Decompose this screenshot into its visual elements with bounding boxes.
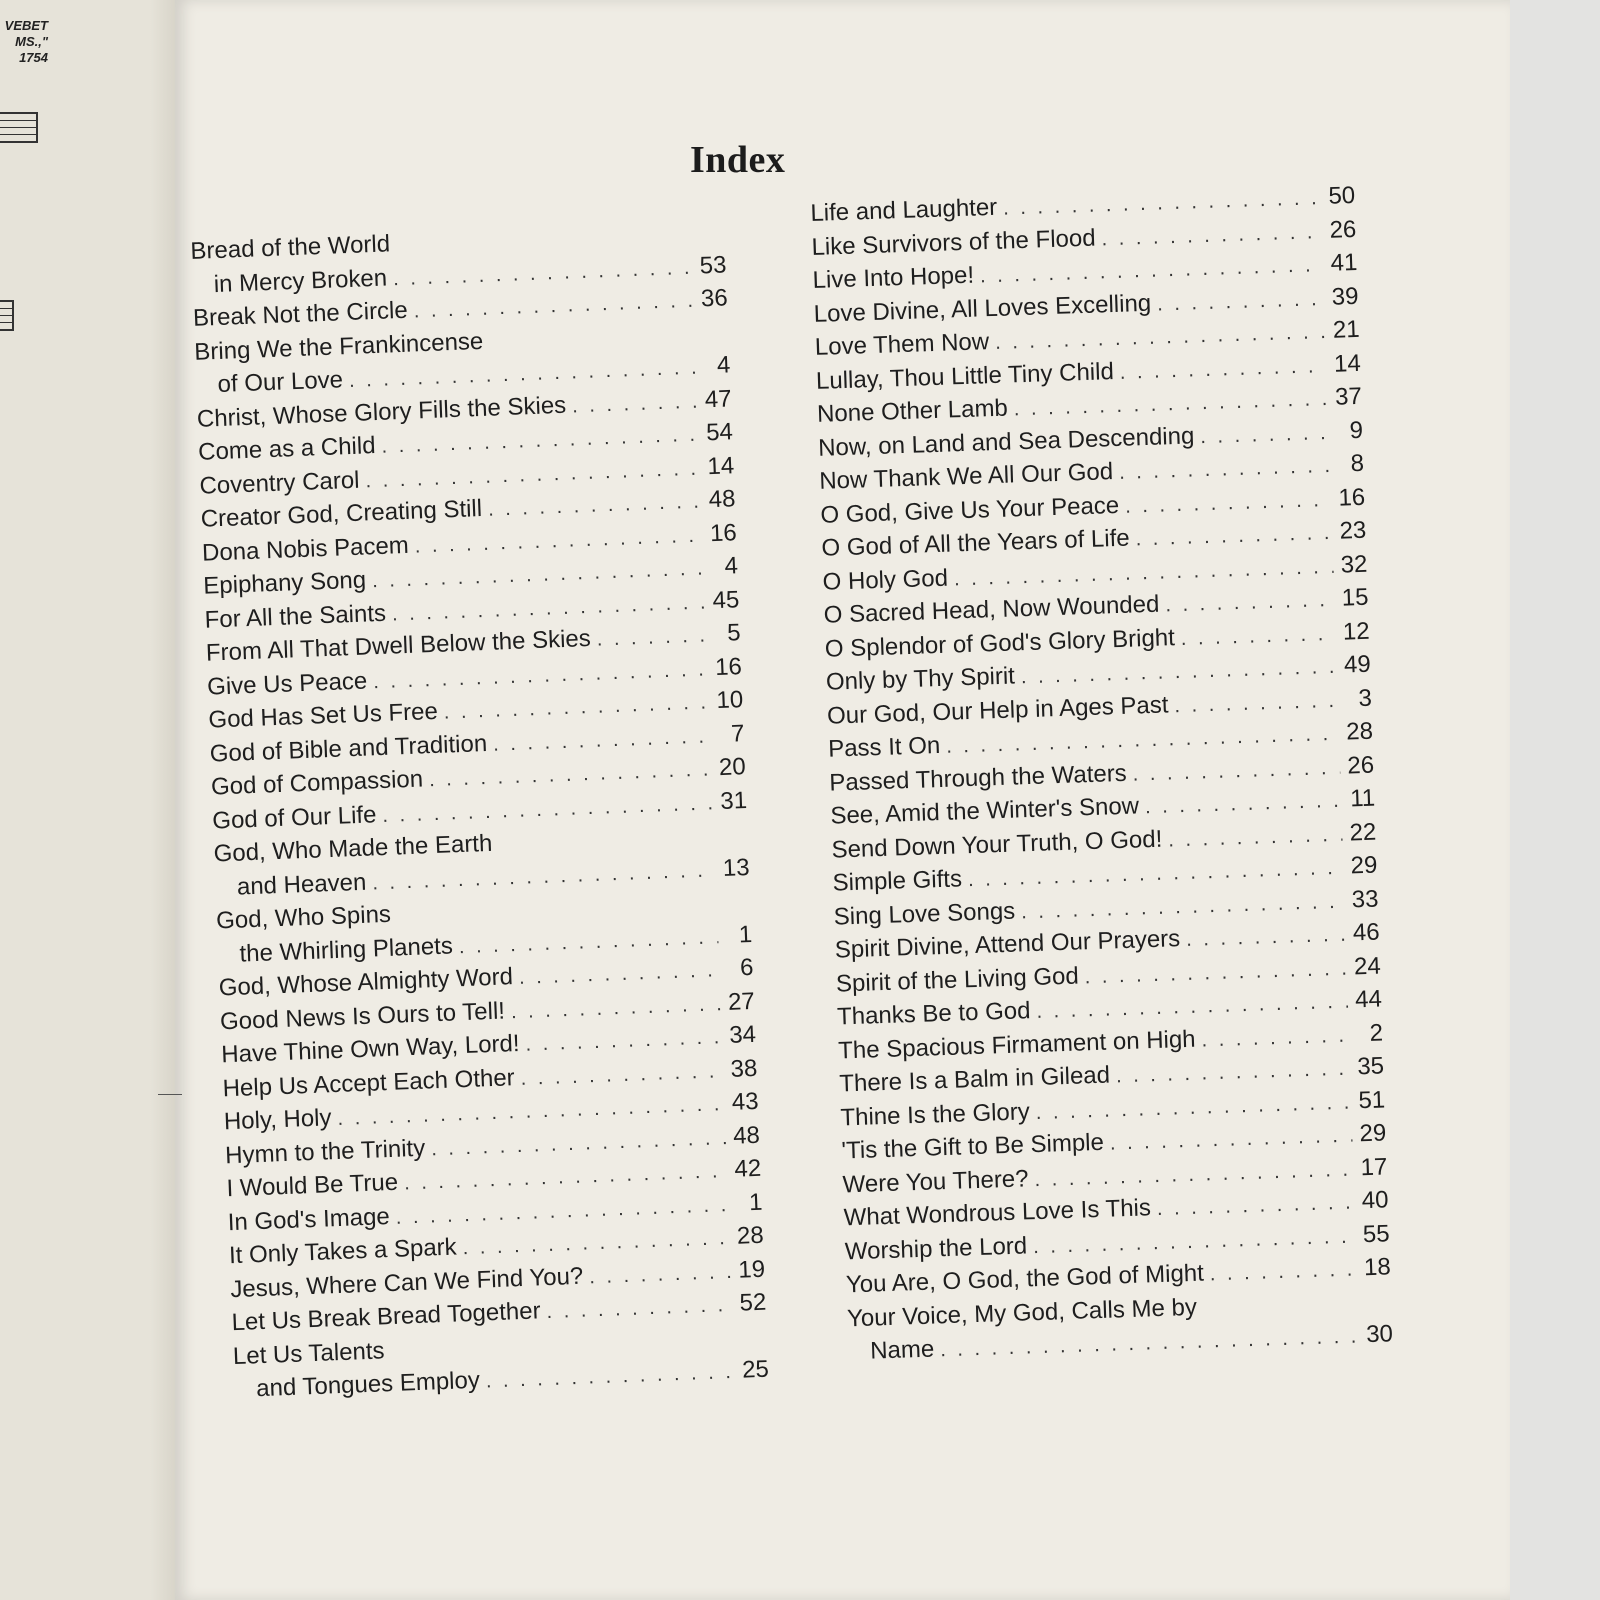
page-number: 14: [706, 451, 735, 480]
page-number: 53: [699, 250, 727, 279]
dot-leader: [488, 491, 702, 522]
hymn-title: in Mercy Broken: [213, 263, 388, 298]
hymn-title: the Whirling Planets: [238, 931, 454, 968]
page-number: 4: [724, 552, 739, 580]
hymn-title: Bread of the World: [190, 230, 391, 265]
page-title: Index: [690, 139, 786, 181]
page-number: 27: [727, 987, 756, 1016]
dot-leader: [429, 758, 713, 792]
dot-leader: [596, 624, 707, 651]
page-number: 11: [1349, 784, 1376, 813]
dot-leader: [1200, 421, 1329, 448]
page-number: 16: [1338, 483, 1366, 512]
dot-leader: [1119, 455, 1331, 485]
dot-leader: [995, 321, 1326, 355]
page-number: 29: [1350, 851, 1378, 880]
fragment-line: VEBET: [4, 18, 48, 33]
page-number: 47: [704, 384, 733, 413]
hymn-title: O Sacred Head, Now Wounded: [823, 590, 1160, 629]
dot-leader: [1101, 221, 1323, 251]
dot-leader: [572, 390, 698, 418]
dot-leader: [1135, 522, 1332, 552]
hymn-title: Hymn to the Trinity: [224, 1134, 426, 1169]
page-number: 39: [1331, 282, 1359, 311]
hymn-title: Spirit Divine, Attend Our Prayers: [834, 925, 1181, 964]
page-number: 49: [1343, 650, 1372, 679]
hymn-title: You Are, O God, the God of Might: [845, 1259, 1205, 1299]
page-number: 26: [1346, 751, 1375, 779]
hymn-title: Lullay, Thou Little Tiny Child: [815, 357, 1115, 395]
page-number: 1: [738, 920, 753, 948]
page-number: 31: [719, 786, 748, 815]
hymn-title: Let Us Talents: [232, 1336, 386, 1370]
page-number: 29: [1359, 1119, 1387, 1148]
hymn-title: From All That Dwell Below the Skies: [205, 624, 592, 667]
hymn-title: Spirit of the Living God: [835, 962, 1080, 998]
page-number: 42: [733, 1154, 762, 1183]
hymn-title: O Splendor of God's Glory Bright: [824, 623, 1176, 663]
page-number: 34: [728, 1020, 757, 1049]
hymn-title: There Is a Balm in Gilead: [838, 1061, 1111, 1098]
page-number: 25: [741, 1355, 770, 1384]
page-number: 22: [1349, 818, 1377, 846]
dot-leader: [546, 1294, 733, 1324]
page-number: 21: [1332, 315, 1361, 344]
page-number: 16: [709, 518, 738, 547]
page-number: 3: [1358, 684, 1373, 712]
hymn-title: God, Who Made the Earth: [213, 829, 493, 868]
page-number: 37: [1334, 382, 1363, 411]
hymn-title: Creator God, Creating Still: [200, 494, 483, 533]
page-number: 1: [748, 1188, 763, 1216]
page-number: 18: [1363, 1253, 1392, 1282]
page-number: 28: [1345, 717, 1374, 746]
dot-leader: [1033, 1225, 1356, 1259]
hymn-title: Help Us Accept Each Other: [222, 1063, 516, 1102]
dot-leader: [1132, 756, 1340, 786]
page-number: 26: [1329, 215, 1357, 244]
dot-leader: [1003, 187, 1322, 221]
page-number: 45: [712, 585, 740, 614]
hymn-title: Thanks Be to God: [836, 997, 1031, 1031]
page-number: 24: [1353, 952, 1382, 980]
dot-leader: [1119, 354, 1327, 384]
fragment-line: 1754: [19, 50, 48, 65]
hymn-title: Sing Love Songs: [833, 897, 1016, 931]
page-number: 5: [726, 619, 742, 647]
page-number: 51: [1358, 1085, 1386, 1114]
hymn-title: Christ, Whose Glory Fills the Skies: [196, 391, 567, 433]
page-number: 6: [739, 953, 754, 982]
hymn-title: Coventry Carol: [199, 466, 360, 500]
hymn-title: Your Voice, My God, Calls Me by: [846, 1293, 1198, 1332]
page-number: 52: [739, 1288, 767, 1317]
page-number: 7: [730, 719, 745, 748]
page-number: 20: [718, 753, 747, 782]
dot-leader: [1174, 689, 1338, 717]
dot-leader: [520, 1060, 724, 1091]
hymn-title: The Spacious Firmament on High: [837, 1025, 1196, 1065]
hymn-title: Bring We the Frankincense: [193, 327, 484, 366]
dot-leader: [493, 725, 711, 756]
hymn-title: Like Survivors of the Flood: [811, 224, 1096, 261]
hymn-title: Were You There?: [842, 1164, 1029, 1198]
index-column-right: [810, 182, 1394, 1372]
hymn-title: Name: [869, 1335, 935, 1365]
hymn-title: Thine Is the Glory: [839, 1097, 1031, 1131]
hymn-title: Break Not the Circle: [192, 296, 409, 332]
dot-leader: [392, 591, 706, 626]
page-number: 33: [1351, 885, 1379, 913]
hymn-title: None Other Lamb: [816, 394, 1009, 428]
dot-leader: [1084, 957, 1347, 989]
page-number: 32: [1340, 550, 1368, 579]
page-number: 17: [1360, 1152, 1388, 1181]
dot-leader: [1036, 991, 1348, 1024]
page-number: 13: [722, 853, 751, 882]
page-number: 30: [1365, 1320, 1394, 1349]
dot-leader: [980, 254, 1324, 288]
page-number: 4: [716, 351, 731, 379]
dot-leader: [414, 524, 703, 558]
dot-leader: [1013, 388, 1328, 421]
page-number: 40: [1361, 1186, 1389, 1215]
hymn-title: Love Them Now: [814, 328, 990, 361]
dot-leader: [1165, 589, 1335, 618]
dot-leader: [1186, 924, 1346, 952]
hymn-title: of Our Love: [217, 366, 344, 399]
page-number: 48: [732, 1121, 761, 1150]
dot-leader: [1180, 622, 1336, 650]
hymn-title: Worship the Lord: [844, 1231, 1028, 1265]
page-number: 15: [1341, 583, 1369, 612]
hymn-title: For All the Saints: [204, 599, 387, 634]
page-number: 12: [1342, 617, 1371, 646]
hymn-title: Have Thine Own Way, Lord!: [220, 1029, 521, 1069]
page-number: 16: [714, 652, 743, 681]
music-staff-fragment: [0, 300, 14, 331]
hymn-title: It Only Takes a Spark: [228, 1233, 458, 1270]
dot-leader: [1125, 488, 1332, 518]
dot-leader: [511, 993, 722, 1024]
hymn-title: Epiphany Song: [202, 566, 367, 600]
page-number: 8: [1350, 449, 1365, 478]
dot-leader: [519, 959, 720, 990]
music-staff-fragment: [0, 112, 38, 143]
fragment-line: MS.,": [15, 34, 48, 49]
hymn-title: See, Amid the Winter's Snow: [829, 792, 1140, 830]
hymn-title: Our God, Our Help in Ages Past: [826, 690, 1169, 730]
dot-leader: [1201, 1024, 1349, 1052]
hymn-title: O God of All the Years of Life: [821, 524, 1131, 562]
hymn-title: God, Who Spins: [215, 900, 392, 935]
page-number: 54: [705, 418, 734, 447]
page-number: 28: [736, 1221, 765, 1250]
dot-leader: [1145, 790, 1342, 819]
hymn-title: God of Compassion: [210, 765, 424, 801]
dot-leader: [431, 1127, 727, 1161]
hymn-title: Holy, Holy: [223, 1104, 332, 1136]
hymn-title: God, Whose Almighty Word: [218, 963, 514, 1002]
hymn-title: Send Down Your Truth, O God!: [831, 825, 1163, 864]
hymn-title: Good News Is Ours to Tell!: [219, 996, 506, 1035]
dot-leader: [485, 1361, 735, 1394]
page-number: 50: [1328, 181, 1356, 210]
hymn-title: Live Into Hope!: [812, 261, 975, 294]
margin-dash-mark: [158, 1094, 182, 1095]
page-number: 55: [1362, 1219, 1391, 1248]
page-number: 38: [730, 1054, 758, 1083]
hymn-title: Now, on Land and Sea Descending: [817, 421, 1195, 462]
hymn-title: Life and Laughter: [810, 193, 998, 227]
page-number: 9: [1349, 416, 1364, 444]
dot-leader: [393, 256, 693, 290]
dot-leader: [458, 926, 718, 959]
dot-leader: [1110, 1125, 1353, 1156]
hymn-title: Now Thank We All Our God: [818, 458, 1114, 495]
hymn-title: Pass It On: [827, 731, 941, 763]
page-number: 48: [708, 485, 736, 514]
dot-leader: [1168, 823, 1343, 852]
page-number: 36: [700, 284, 729, 313]
dot-leader: [1157, 1192, 1355, 1222]
hymn-title: God Has Set Us Free: [208, 697, 439, 734]
hymn-title: O Holy God: [822, 564, 949, 596]
hymn-title: Dona Nobis Pacem: [201, 531, 410, 567]
page-number: 44: [1354, 985, 1383, 1014]
hymn-title: 'Tis the Gift to Be Simple: [841, 1128, 1105, 1165]
page-number: 14: [1333, 349, 1362, 378]
dot-leader: [443, 691, 709, 724]
dot-leader: [1021, 656, 1338, 689]
dot-leader: [462, 1227, 730, 1260]
page-number: 23: [1339, 516, 1367, 545]
page-number: 43: [731, 1087, 760, 1116]
hymn-title: Jesus, Where Can We Find You?: [229, 1262, 584, 1303]
hymn-title: Passed Through the Waters: [828, 759, 1128, 797]
dot-leader: [1021, 890, 1345, 924]
dot-leader: [589, 1260, 732, 1288]
dot-leader: [1035, 1091, 1351, 1124]
dot-leader: [1034, 1158, 1354, 1192]
dot-leader: [1209, 1258, 1357, 1286]
hymn-title: Simple Gifts: [832, 865, 963, 897]
dot-leader: [1157, 288, 1325, 317]
page-number: 19: [737, 1255, 766, 1284]
hymn-title: What Wondrous Love Is This: [843, 1194, 1152, 1232]
page-number: 46: [1352, 918, 1381, 947]
hymn-title: Let Us Break Bread Together: [231, 1297, 542, 1337]
hymn-title: Love Divine, All Loves Excelling: [813, 289, 1152, 328]
dot-leader: [525, 1026, 722, 1057]
dot-leader: [1116, 1058, 1351, 1089]
hymn-title: Come as a Child: [197, 432, 377, 466]
hymn-title: In God's Image: [227, 1202, 391, 1236]
left-page-text-fragment: [0, 18, 48, 66]
index-column-left: [190, 217, 770, 1409]
hymn-title: God of Our Life: [211, 800, 377, 835]
page-number: 41: [1330, 248, 1358, 277]
hymn-title: I Would Be True: [226, 1168, 399, 1203]
page-number: 35: [1356, 1052, 1385, 1081]
page-number: 10: [715, 686, 744, 715]
hymn-title: Give Us Peace: [206, 667, 368, 701]
hymn-title: Only by Thy Spirit: [825, 662, 1016, 696]
hymn-title: God of Bible and Tradition: [209, 729, 488, 768]
dot-leader: [413, 290, 694, 324]
hymn-title: O God, Give Us Your Peace: [819, 491, 1120, 529]
hymn-title: and Heaven: [236, 868, 367, 901]
hymn-title: and Tongues Employ: [255, 1366, 481, 1403]
page-number: 2: [1369, 1018, 1384, 1047]
